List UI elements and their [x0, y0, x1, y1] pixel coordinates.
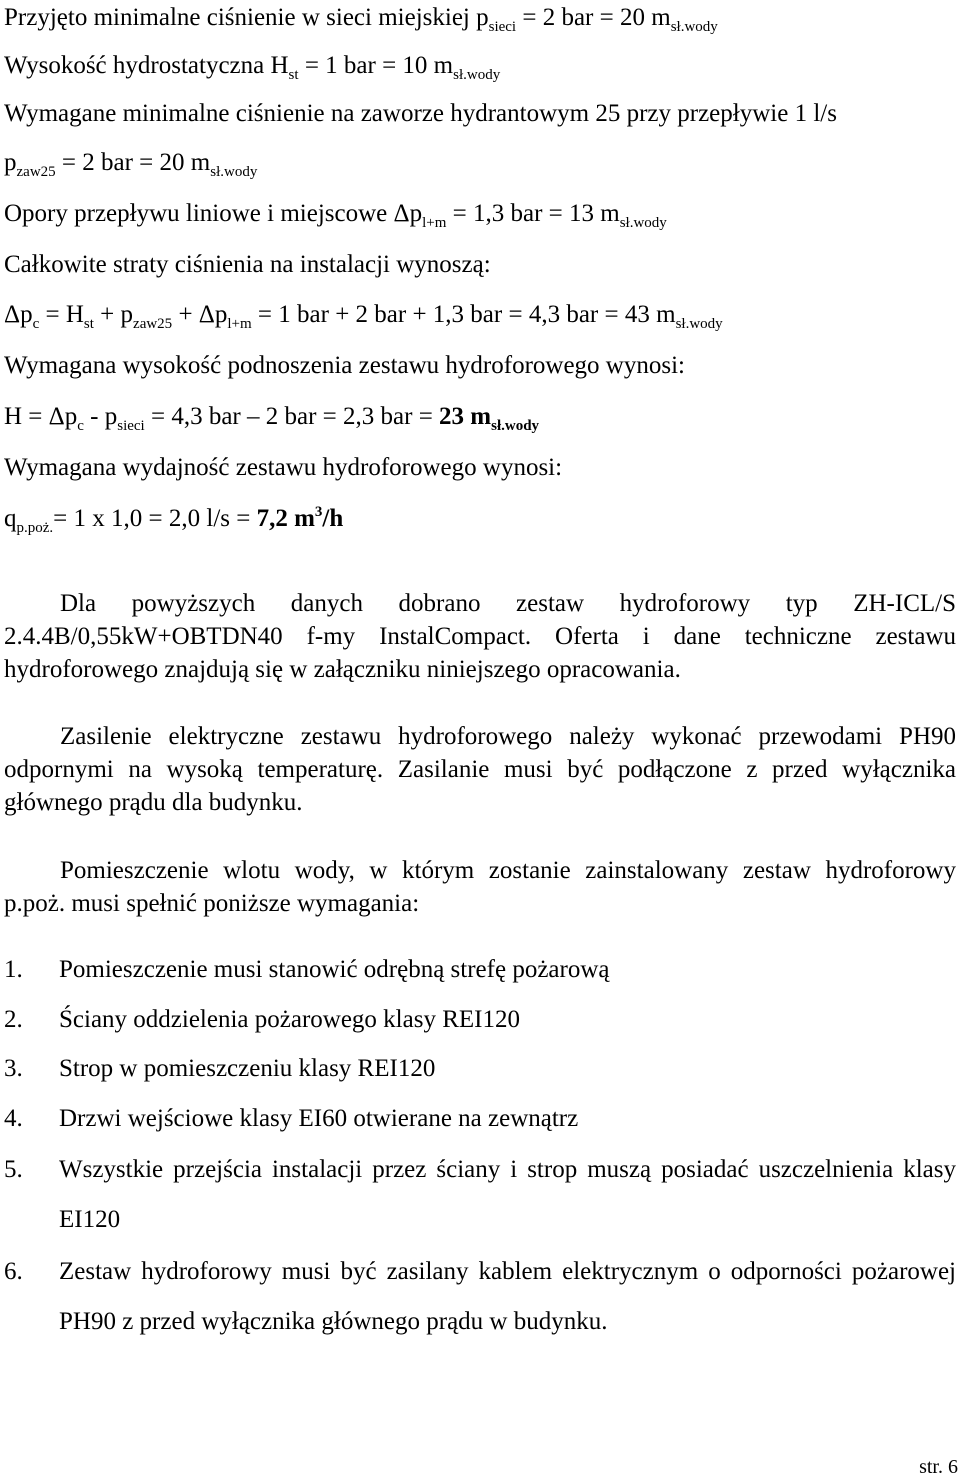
paragraph-power-supply-text: Zasilenie elektryczne zestawu hydroforowego należy wykonać przewodami PH90 odpornymi na wysoką temperaturę. Zasilanie musi być podłączone z przed wyłącznika głównego prądu dla budynku.: [4, 723, 956, 816]
calc-line-total-losses-formula: $\Delta p_c = H_{st} + p_{zaw25} + \Delta p_{l+m} = 1$ bar + 2 bar + 1,3 bar = 4,3 bar = 43 $m_{sł.wody}$: [4, 301, 723, 332]
calc-line-hydrant-requirement: Wymagane minimalne ciśnienie na zaworze hydrantowym 25 przy przepływie 1 l/s: [4, 100, 837, 127]
list-item-number: 1.: [4, 956, 23, 983]
paragraph-pump-selection: [4, 587, 956, 686]
list-item-number: 4.: [4, 1105, 23, 1132]
paragraph-room-requirements-text: Pomieszczenie wlotu wody, w którym zostanie zainstalowany zestaw hydroforowy p.poż. musi spełnić poniższe wymagania:: [4, 857, 956, 917]
list-item-number: 6.: [4, 1258, 23, 1285]
paragraph-pump-selection-text: Dla powyższych danych dobrano zestaw hydroforowy typ ZH-ICL/S 2.4.4B/0,55kW+OBTDN40 f-my InstalCompact. Oferta i dane techniczne zestawu hydroforowego znajdują się w załączniku niniejszego opracowania.: [4, 590, 956, 683]
paragraph-power-supply: [4, 720, 956, 819]
calc-line-hydrant-pressure: $p_{zaw25} = 2$ bar = 20 $m_{sł.wody}$: [4, 149, 258, 180]
calc-line-lift-height-heading: Wymagana wysokość podnoszenia zestawu hydroforowego wynosi:: [4, 352, 685, 379]
calc-line-hydrostatic-height: Wysokość hydrostatyczna $H_{st} = 1$ bar = 10 $m_{sł.wody}$: [4, 52, 501, 83]
list-item-number: 5.: [4, 1156, 23, 1183]
calc-line-network-pressure: Przyjęto minimalne ciśnienie w sieci miejskiej $p_{sieci} = 2$ bar = 20 $m_{sł.wody}$: [4, 4, 718, 35]
list-item-text: Pomieszczenie musi stanowić odrębną strefę pożarową: [59, 956, 610, 983]
list-item-text: Drzwi wejściowe klasy EI60 otwierane na zewnątrz: [59, 1105, 579, 1132]
calc-line-lift-height-formula: $H = \Delta p_c - p_{sieci} = 4,3$ bar – 2 bar = 2,3 bar = 23 $m_{sł.wody}$: [4, 403, 540, 434]
list-item-text: Zestaw hydroforowy musi być zasilany kablem elektrycznym o odporności pożarowej PH90 z przed wyłącznika głównego prądu w budynku.: [59, 1258, 956, 1335]
list-item-number: 3.: [4, 1055, 23, 1082]
calc-line-capacity-heading: Wymagana wydajność zestawu hydroforowego wynosi:: [4, 454, 563, 481]
list-item-text: Strop w pomieszczeniu klasy REI120: [59, 1055, 436, 1082]
paragraph-room-requirements: [4, 854, 956, 920]
calc-line-total-losses-heading: Całkowite straty ciśnienia na instalacji wynoszą:: [4, 251, 491, 278]
list-item-text: Wszystkie przejścia instalacji przez ściany i strop muszą posiadać uszczelnienia klasy EI120: [59, 1156, 956, 1233]
page-number: str. 6: [919, 1456, 958, 1478]
list-item-text: Ściany oddzielenia pożarowego klasy REI120: [59, 1006, 520, 1033]
list-item-number: 2.: [4, 1006, 23, 1033]
calc-line-flow-resistance: Opory przepływu liniowe i miejscowe $\Delta p_{l+m} = 1,3$ bar = 13 $m_{sł.wody}$: [4, 200, 667, 231]
calc-line-capacity-formula: $q_{p.poż.}= 1$ x 1,0 = 2,0 l/s = 7,2 $m^3/h$: [4, 504, 344, 536]
